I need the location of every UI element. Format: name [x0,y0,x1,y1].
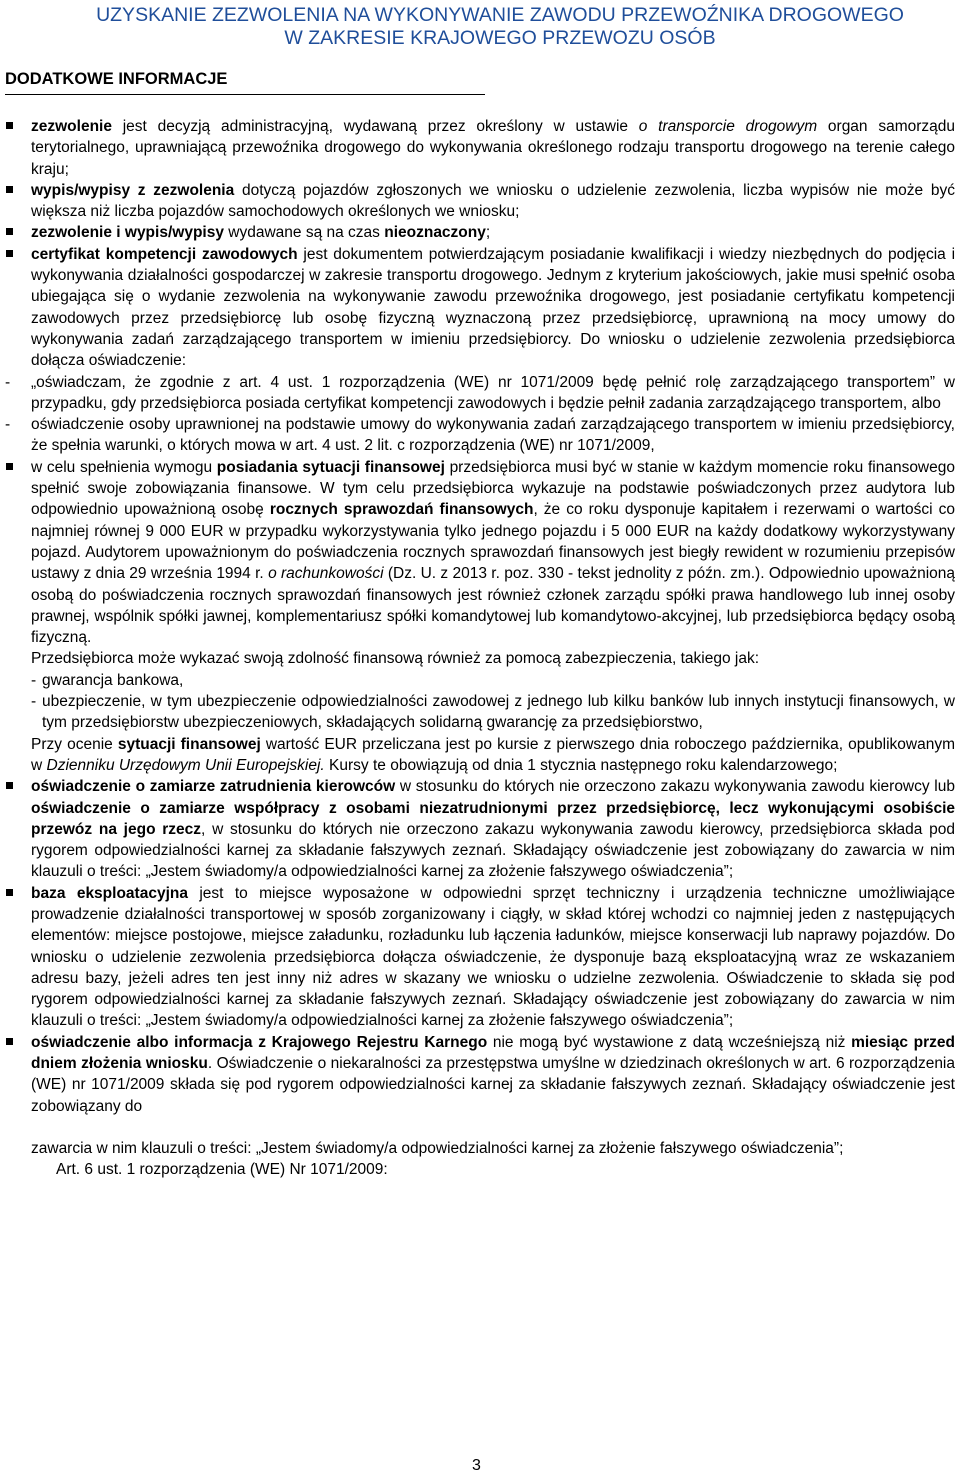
square-bullet-icon [6,250,13,257]
list-item-certyfikat: certyfikat kompetencji zawodowych jest dokumentem potwierdzającym posiadanie kwalifikacji i wiedzy niezbędnych do podjęcia i wykonywania działalności gospodarczej w zakresie transportu drogowego. Jednym z kryterium jakościowych, jakie musi spełnić osoba ubiegająca się o wydanie zezwolenia na wykonywanie zawodu przewoźnika drogowego, jest posiadanie certyfikatu kompetencji zawodowych przez przedsiębiorcę lub osobę fizyczną wyznaczoną przez przedsiębiorcę, uprawnioną na mocy umowy do wykonywania zadań zarządzającego transportem w imieniu przedsiębiorcy. Do wniosku o udzielenie zezwolenia przedsiębiorca dołącza oświadczenie: [0,244,960,372]
paragraph-klauzula: zawarcia w nim klauzuli o treści: „Jestem świadomy/a odpowiedzialności karnej za złożenie fałszywego oświadczenia”; [31,1139,844,1157]
square-bullet-icon [6,889,13,896]
list-item-krk: oświadczenie albo informacja z Krajowego Rejestru Karnego nie mogą być wystawione z datą wcześniejszą niż miesiąc przed dniem złożenia wniosku. Oświadczenie o niekaralności za przestępstwa umyślne w dziedzinach określonych w art. 6 rozporządzenia (WE) nr 1071/2009 składa się pod rygorem odpowiedzialności karnej za składanie fałszywych zeznań. Składający oświadczenie jest zobowiązany do [0,1032,960,1117]
dash-item-oswiadczenie-osoby: - oświadczenie osoby uprawnionej na podstawie umowy do wykonywania zadań zarządzającego transportem w imieniu przedsiębiorcy, że spełnia warunki, o których mowa w art. 4 ust. 2 lit. c rozporządzenia (WE) nr 1071/2009, [5,416,955,455]
list-item-wypisy: wypis/wypisy z zezwolenia dotyczą pojazdów zgłoszonych we wniosku o udzielenie zezwolenia, liczba wypisów nie może być większa niż liczba pojazdów samochodowych określonych we wniosku; [0,180,960,223]
square-bullet-icon [6,463,13,470]
paragraph-art6: Art. 6 ust. 1 rozporządzenia (WE) Nr 1071/2009: [56,1161,388,1179]
square-bullet-icon [6,782,13,789]
square-bullet-icon [6,186,13,193]
title-line-1: UZYSKANIE ZEZWOLENIA NA WYKONYWANIE ZAWODU PRZEWOŹNIKA DROGOWEGO [96,4,904,26]
dash-item-gwarancja: - gwarancja bankowa, [31,671,184,689]
square-bullet-icon [6,228,13,235]
list-item-zezwolenie: zezwolenie jest decyzją administracyjną, wydawaną przez określony w ustawie o transporcie drogowym organ samorządu terytorialnego, uprawniającą przewoźnika drogowego do wykonywania określonego rodzaju transportu drogowego na terenie całego kraju; [0,116,960,180]
list-item-baza: baza eksploatacyjna jest to miejsce wyposażone w odpowiedni sprzęt techniczny i urządzenia techniczne umożliwiające prowadzenie działalności transportowej w sposób zorganizowany i ciągły, w skład której wchodzi co najmniej jeden z następujących elementów: miejsce postojowe, miejsce załadunku, rozładunku lub łączenia ładunków, miejsce konserwacji lub naprawy pojazdów. Do wniosku o udzielenie zezwolenia przedsiębiorca dołącza oświadczenie, że dysponuje bazą eksploatacyjną wraz ze wskazaniem adresu bazy, jeżeli adres ten jest inny niż adres w skazany we wniosku o udzielne zezwolenia. Oświadczenie to składa się pod rygorem odpowiedzialności karnej za składanie fałszywych zeznań. Składający oświadczenie jest zobowiązany do zawarcia w nim klauzuli o treści: „Jestem świadomy/a odpowiedzialności karnej za złożenie fałszywego oświadczenia”; [0,883,960,1032]
paragraph-kurs-eur: Przy ocenie sytuacji finansowej wartość EUR przeliczana jest po kursie z pierwszego dnia roboczego października, opublikowanym w Dzienniku Urzędowym Unii Europejskiej. Kursy te obowiązują od dnia 1 stycznia następnego roku kalendarzowego; [31,735,955,774]
square-bullet-icon [6,122,13,129]
section-divider [5,94,485,95]
dash-item-ubezpieczenie: - ubezpieczenie, w tym ubezpieczenie odpowiedzialności zawodowej z jednego lub kilku banków lub innych instytucji finansowych, w tym przedsiębiorstw ubezpieczeniowych, składających solidarną gwarancję za przedsiębiorstwo, [31,693,955,732]
title-line-2: W ZAKRESIE KRAJOWEGO PRZEWOZU OSÓB [284,27,716,49]
square-bullet-icon [6,1038,13,1045]
document-title [60,4,940,50]
section-heading: DODATKOWE INFORMACJE [5,70,228,88]
paragraph-zabezpieczenie: Przedsiębiorca może wykazać swoją zdolność finansową również za pomocą zabezpieczenia, takiego jak: [31,650,760,668]
list-item-kierowcy: oświadczenie o zamiarze zatrudnienia kierowców w stosunku do których nie orzeczono zakazu wykonywania zawodu kierowcy lub oświadczenie o zamiarze współpracy z osobami niezatrudnionymi przez przedsiębiorcę, lecz wykonującymi osobiście przewóz na jego rzecz, w stosunku do których nie orzeczono zakazu wykonywania zawodu kierowcy, przedsiębiorca składa pod rygorem odpowiedzialności karnej za składanie fałszywych zeznań. Składający oświadczenie jest zobowiązany do zawarcia w nim klauzuli o treści: „Jestem świadomy/a odpowiedzialności karnej za złożenie fałszywego oświadczenia”; [0,776,960,882]
list-item-sytuacja-finansowa: w celu spełnienia wymogu posiadania sytuacji finansowej przedsiębiorca musi być w stanie w każdym momencie roku finansowego spełnić swoje zobowiązania finansowe. W tym celu przedsiębiorca wykazuje na podstawie poświadczonych przez audytora lub odpowiednio upoważnioną osobę rocznych sprawozdań finansowych, że co roku dysponuje kapitałem i rezerwami o wartości co najmniej równej 9 000 EUR w przypadku wykorzystywania tylko jednego pojazdu i 5 000 EUR na każdy dodatkowy wykorzystywany pojazd. Audytorem upoważnionym do poświadczenia rocznych sprawozdań finansowych jest biegły rewident w rozumieniu przepisów ustawy z dnia 29 września 1994 r. o rachunkowości (Dz. U. z 2013 r. poz. 330 - tekst jednolity z późn. zm.). Odpowiednio upoważnioną osobą do poświadczenia rocznych sprawozdań finansowych jest również członek zarządu spółki prawa handlowego lub innej osoby prawnej, wspólnik spółki jawnej, komplementariusz spółki komandytowej lub komandytowo-akcyjnej, lub przedsiębiorca będący osobą fizyczną. [0,457,960,649]
page-number: 3 [472,1457,481,1474]
document-body [0,116,960,1181]
list-item-czas: zezwolenie i wypis/wypisy wydawane są na czas nieoznaczony; [0,222,960,243]
dash-item-oswiadczam: - „oświadczam, że zgodnie z art. 4 ust. 1 rozporządzenia (WE) nr 1071/2009 będę pełnić rolę zarządzającego transportem” w przypadku, gdy przedsiębiorca posiada certyfikat kompetencji zawodowych i będzie pełnił zadania zarządzającego transportem, albo [5,373,955,412]
